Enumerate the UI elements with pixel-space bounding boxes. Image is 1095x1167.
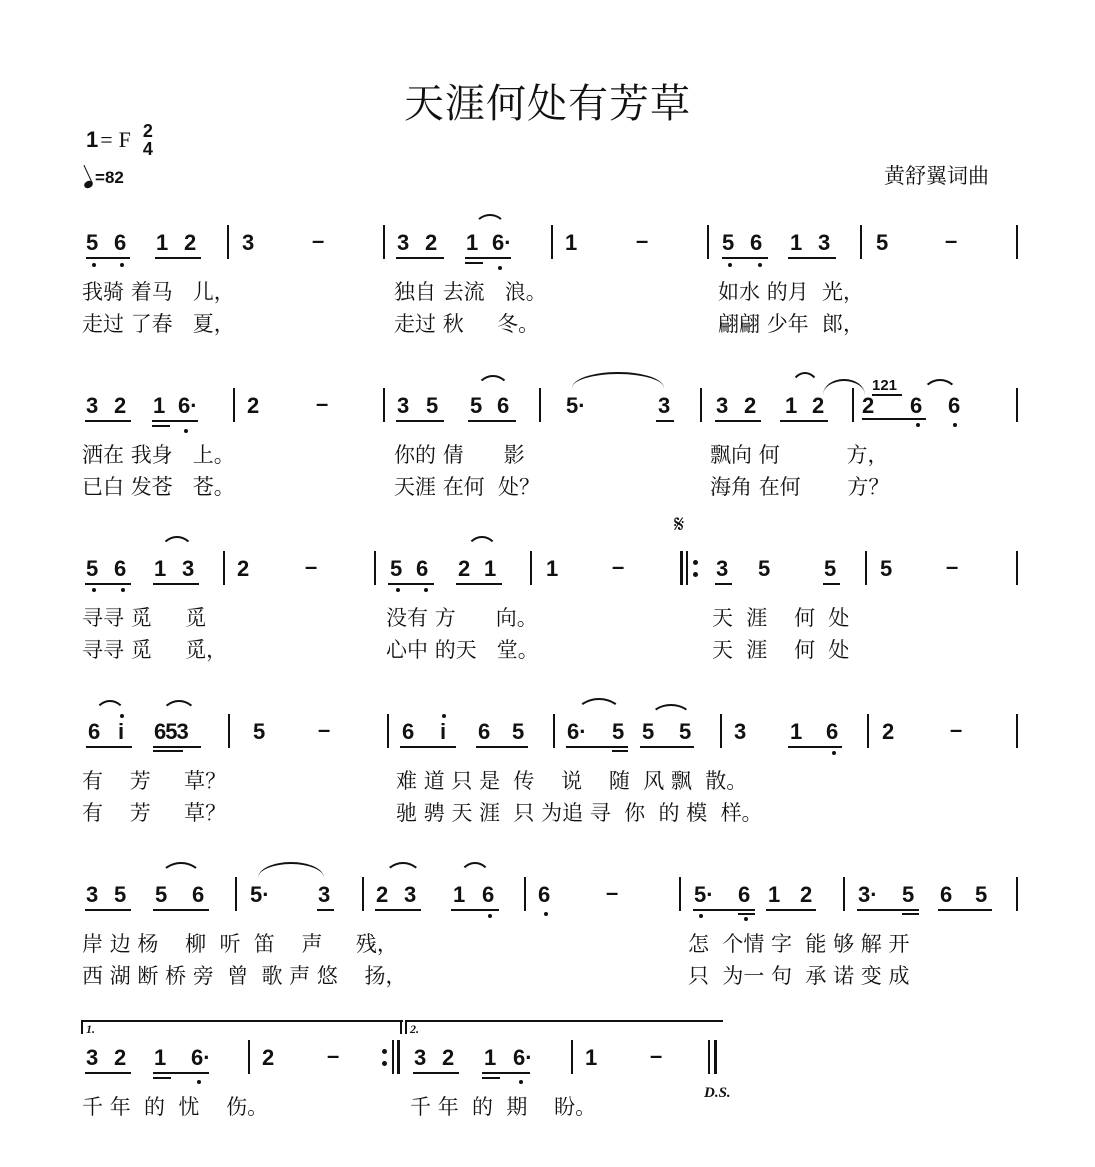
note: 6 — [114, 230, 127, 255]
quarter-note-icon — [83, 179, 94, 189]
second-ending-label: 2. — [410, 1022, 419, 1036]
second-ending-bracket — [405, 1020, 723, 1034]
key-equals: = — [100, 127, 113, 152]
tempo-bpm: 82 — [104, 168, 124, 187]
time-numerator: 2 — [142, 121, 153, 141]
first-ending-bracket — [81, 1020, 403, 1034]
grace-notes: 121 — [872, 377, 898, 394]
note: 2 — [184, 230, 197, 255]
dal-segno-marking: D.S. — [704, 1085, 731, 1101]
score-title: 天涯何处有芳草 — [404, 81, 691, 127]
key-name: F — [118, 127, 131, 152]
key-tonic: 1 — [86, 127, 99, 152]
credit-lyricist-composer: 黄舒翼词曲 — [884, 164, 989, 188]
segno-icon: 𝄋 — [674, 510, 685, 538]
first-ending-label: 1. — [86, 1022, 95, 1036]
tempo-equals: = — [95, 168, 105, 187]
time-signature — [143, 122, 153, 158]
lyrics-verse-2: 走过 了春 夏， — [82, 312, 235, 336]
note: 1 — [156, 230, 169, 255]
note: 5 — [86, 230, 99, 255]
tempo-marking — [84, 168, 124, 188]
lyrics-verse-1: 我骑 着马 儿， — [82, 280, 235, 304]
key-signature — [86, 122, 153, 158]
time-denominator: 4 — [142, 139, 153, 159]
